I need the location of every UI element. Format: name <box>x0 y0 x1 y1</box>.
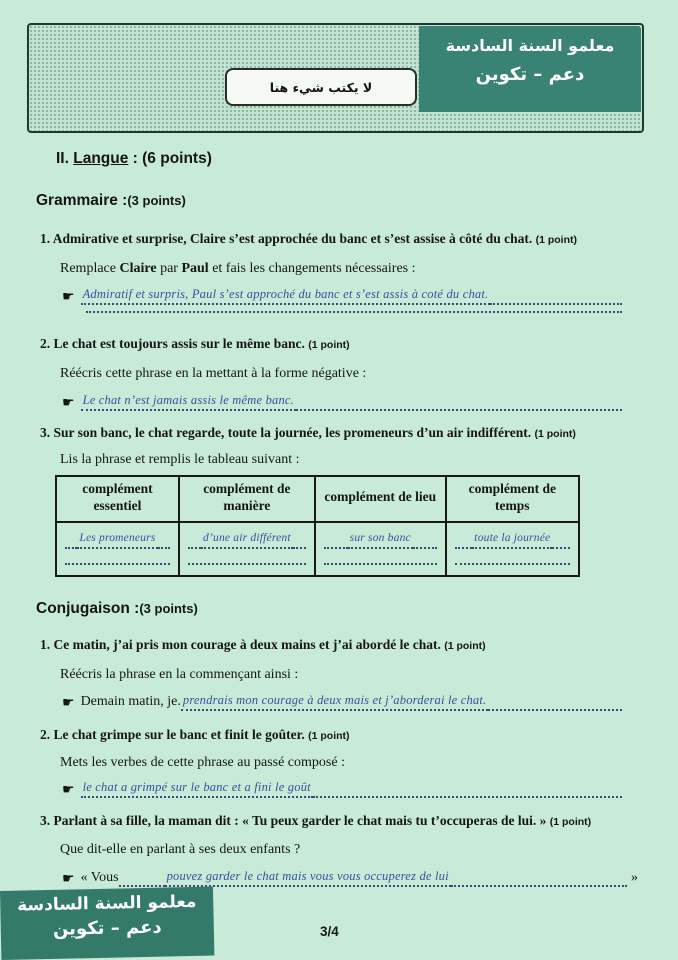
grammaire-q2-answer-line <box>62 392 622 411</box>
blank-dotted-line <box>65 563 170 565</box>
grammaire-q3-statement <box>40 425 670 442</box>
question-text: Admirative et surprise, Claire s’est approchée du banc et s’est assise à côté du chat. <box>52 231 533 246</box>
table-header-cell: complément de lieu <box>315 476 446 522</box>
answer-prefix: Demain matin, je. <box>80 694 181 710</box>
school-badge <box>419 26 641 112</box>
pointing-hand-icon: ☛ <box>62 871 75 888</box>
conjugaison-q1-statement <box>40 637 670 654</box>
dotted-leader <box>313 794 622 798</box>
blank-dotted-line <box>455 563 570 565</box>
handwritten-answer: pouvez garder le chat mais vous vous occuperez de lui <box>165 868 451 887</box>
question-points: (1 point) <box>549 816 592 828</box>
table-header-cell: complément de temps <box>446 476 579 522</box>
footer-watermark-badge <box>0 887 214 960</box>
grammaire-q2-instruction: Réécris cette phrase en la mettant à la forme négative : <box>60 366 367 381</box>
badge-line2: دعم – تكوين <box>52 916 162 940</box>
section-name: Langue <box>73 150 129 167</box>
grammaire-q2-statement <box>40 336 670 353</box>
section-title <box>56 150 212 168</box>
question-number: 3. <box>40 425 51 440</box>
table-answer-row <box>56 522 579 576</box>
blank-dotted-line <box>86 311 622 313</box>
question-text: Le chat grimpe sur le banc et finit le goûter. <box>53 727 305 742</box>
grammaire-heading <box>36 192 186 210</box>
badge-line1: معلمو السنة السادسة <box>445 36 615 55</box>
grammaire-q3-instruction: Lis la phrase et remplis le tableau suivant : <box>60 452 300 467</box>
pointing-hand-icon: ☛ <box>62 782 75 799</box>
question-points: (1 point) <box>534 428 576 440</box>
answer-prefix: « Vous <box>80 870 119 886</box>
dotted-leader <box>451 883 627 887</box>
conjugaison-points: (3 points) <box>139 601 198 616</box>
complements-table <box>55 475 580 577</box>
conjugaison-q2-answer-line <box>62 779 622 798</box>
pointing-hand-icon: ☛ <box>62 289 75 306</box>
blank-dotted-line <box>324 563 437 565</box>
handwritten-answer: Les promeneurs <box>77 531 157 549</box>
table-header-row <box>56 476 579 522</box>
question-number: 3. <box>40 813 51 828</box>
conjugaison-q3-instruction: Que dit-elle en parlant à ses deux enfants ? <box>60 842 301 857</box>
table-header-cell: complément essentiel <box>56 476 179 522</box>
question-points: (1 point) <box>308 339 350 351</box>
no-write-note: لا يكتب شيء هنا <box>225 68 417 106</box>
blank-dotted-line <box>188 563 306 565</box>
badge-line1: معلمو السنة السادسة <box>16 891 197 916</box>
question-text: Parlant à sa fille, la maman dit : « Tu peux garder le chat mais tu t’occuperas de lui. » <box>53 813 547 828</box>
table-header-cell: complément de manière <box>179 476 315 522</box>
grammaire-title: Grammaire : <box>36 192 128 209</box>
dotted-leader <box>119 883 165 887</box>
answer-suffix: » <box>631 870 638 886</box>
question-points: (1 point) <box>308 730 350 742</box>
question-text: Le chat est toujours assis sur le même banc. <box>53 336 305 351</box>
conjugaison-q3-answer-line <box>62 868 638 887</box>
section-numeral: II. <box>56 150 69 167</box>
question-points: (1 point) <box>535 234 577 246</box>
conjugaison-q2-instruction: Mets les verbes de cette phrase au passé composé : <box>60 755 345 770</box>
dotted-leader <box>488 707 622 711</box>
question-points: (1 point) <box>444 640 486 652</box>
page-number: 3/4 <box>320 924 339 939</box>
grammaire-q1-instruction: Remplace Claire par Paul et fais les changements nécessaires : <box>60 261 416 276</box>
question-number: 2. <box>40 336 51 351</box>
conjugaison-title: Conjugaison : <box>36 600 140 617</box>
handwritten-answer: prendrais mon courage à deux mais et j’aborderai le chat. <box>181 692 488 711</box>
handwritten-answer: toute la journée <box>472 531 552 549</box>
handwritten-answer: d’une air différent <box>201 531 293 549</box>
grammaire-q1-answer-line <box>62 286 622 305</box>
section-points: : (6 points) <box>128 150 212 167</box>
header-box <box>27 23 644 133</box>
conjugaison-q2-statement <box>40 727 670 744</box>
dotted-leader <box>490 301 622 305</box>
question-number: 2. <box>40 727 51 742</box>
table-answer-cell <box>56 522 179 576</box>
handwritten-answer: Le chat n’est jamais assis le même banc. <box>81 392 296 411</box>
question-number: 1. <box>40 231 51 246</box>
grammaire-q1-statement <box>40 231 670 248</box>
grammaire-points: (3 points) <box>127 193 186 208</box>
handwritten-answer: le chat a grimpé sur le banc et a fini le goût <box>81 779 313 798</box>
conjugaison-q1-answer-line <box>62 692 622 711</box>
question-text: Sur son banc, le chat regarde, toute la journée, les promeneurs d’un air indifférent. <box>53 425 532 440</box>
question-number: 1. <box>40 637 51 652</box>
handwritten-answer: sur son banc <box>348 531 413 549</box>
conjugaison-heading <box>36 600 198 618</box>
table-answer-cell <box>179 522 315 576</box>
table-answer-cell <box>446 522 579 576</box>
conjugaison-q3-statement <box>40 813 670 830</box>
question-text: Ce matin, j’ai pris mon courage à deux mains et j’ai abordé le chat. <box>53 637 441 652</box>
conjugaison-q1-instruction: Réécris la phrase en la commençant ainsi : <box>60 667 299 682</box>
dotted-leader <box>296 407 622 411</box>
pointing-hand-icon: ☛ <box>62 695 75 712</box>
pointing-hand-icon: ☛ <box>62 395 75 412</box>
handwritten-answer: Admiratif et surpris, Paul s’est approché du banc et s’est assis à coté du chat. <box>81 286 491 305</box>
badge-line2: دعم – تكوين <box>475 64 585 85</box>
table-answer-cell <box>315 522 446 576</box>
